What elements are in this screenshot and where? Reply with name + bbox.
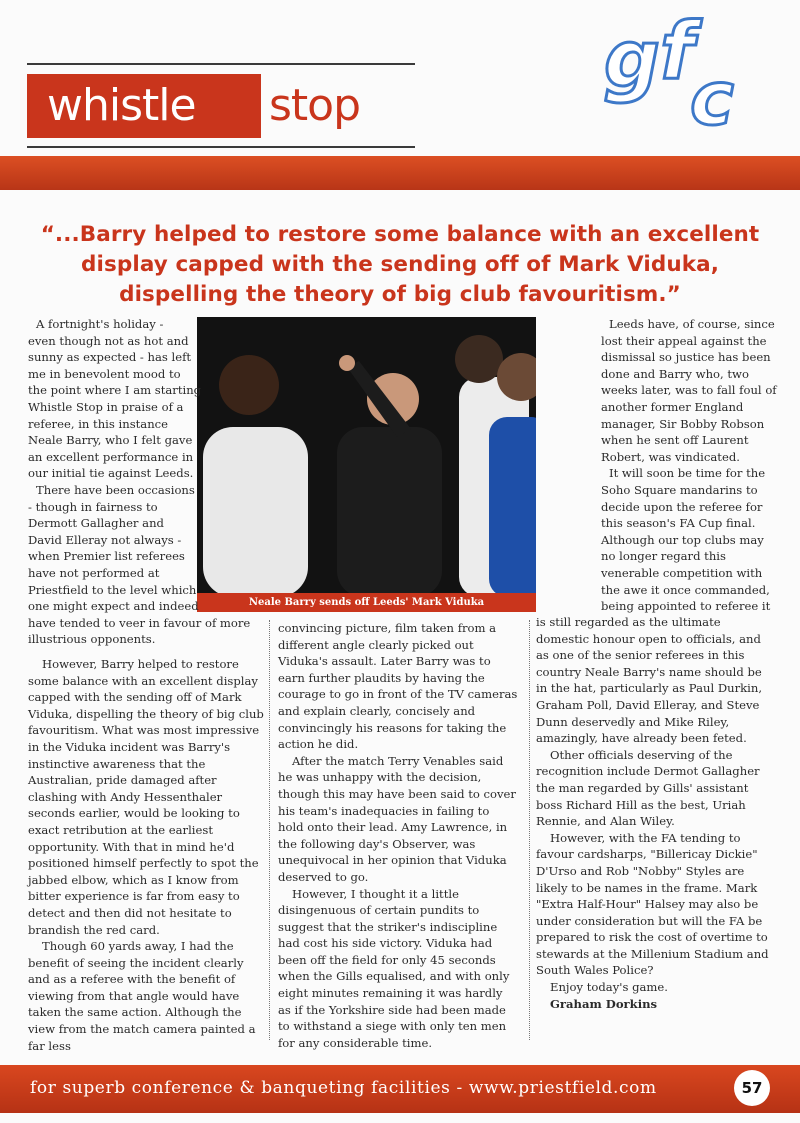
article-line: venerable competition with (601, 565, 763, 580)
article-line: referee, in this instance (28, 416, 169, 431)
article-line: no longer regard this (601, 549, 726, 564)
right-column-wrap (601, 316, 777, 615)
article-line: the awe it once commanded, (601, 582, 770, 597)
article-line: There have been occasions (36, 482, 195, 497)
article-line: David Elleray not always - (28, 532, 182, 547)
column-divider-1 (269, 620, 270, 1040)
article-line: when Premier list referees (28, 549, 185, 564)
header-band (0, 156, 800, 190)
article-paragraph: However, with the FA tending to favour cardsharps, "Billericay Dickie" D'Urso and Rob "Nobby" Styles are likely to be names in the frame. Mark "Extra Half-Hour" Halsey may also be under consideration but will the FA be prepared to risk the cost of overtime to stewards at the Millenium Stadium and South Wales Police? (536, 830, 769, 978)
article-line: Robert, was vindicated. (601, 449, 740, 464)
article-line: even though not as hot and (28, 333, 189, 348)
article-line: Although our top clubs may (601, 532, 764, 547)
article-line: A fortnight's holiday - (36, 317, 164, 331)
article-line: Dermott Gallagher and (28, 516, 164, 531)
article-line: Neale Barry, who I felt gave (28, 433, 193, 448)
logo-letter-f: f (660, 16, 694, 97)
left-column-text (28, 656, 264, 1054)
article-line: lost their appeal against the (601, 333, 767, 348)
article-line: have tended to veer in favour of more (28, 615, 251, 630)
article-paragraph: However, I thought it a little disingenuous of certain pundits to suggest that the striker's indiscipline had cost his side victory. Viduka had been off the field for only 45 seconds when the Gills equalised, and with only eight minutes remaining it was hardly as if the Yorkshire side had been made to withstand a siege with only ten men for any considerable time. (278, 886, 510, 1050)
article-line: Leeds have, of course, since (609, 317, 775, 331)
middle-column-text (278, 620, 518, 1051)
footer-promo: for superb conference & banqueting facilities - www.priestfield.com (30, 1078, 657, 1098)
article-line: when he sent off Laurent (601, 433, 749, 448)
author-signature: Graham Dorkins (550, 996, 658, 1011)
article-line: another former England (601, 399, 744, 414)
section-title-word1: whistle (47, 80, 196, 131)
article-line: an excellent performance in (28, 449, 194, 464)
page-number: 57 (734, 1070, 770, 1106)
logo-letter-g: g (604, 16, 660, 105)
logo-letter-c: c (690, 56, 734, 132)
article-line: me in benevolent mood to (28, 366, 181, 381)
photo-caption: Neale Barry sends off Leeds' Mark Viduka (197, 593, 536, 612)
article-line: this season's FA Cup final. (601, 516, 756, 531)
title-bottom-rule (27, 146, 415, 148)
right-column-text (536, 614, 774, 1012)
article-line: It will soon be time for the (609, 466, 766, 481)
article-line: done and Barry who, two (601, 366, 749, 381)
article-line: one might expect and indeed (28, 599, 199, 614)
article-paragraph: However, Barry helped to restore some balance with an excellent display capped with the sending off of Mark Viduka, dispelling the theory of big club favouritism. What was most impressive in the Viduka incident was Barry's instinctive awareness that the Australian, pride damaged after clashing with Andy Hessenthaler seconds earlier, would be looking to exact retribution at the earliest opportunity. With that in mind he'd positioned himself perfectly to spot the jabbed elbow, which as I know from bitter experience is far from easy to detect and then did not hesitate to brandish the red card. (28, 657, 264, 937)
article-line: illustrious opponents. (28, 632, 156, 647)
article-line: Soho Square mandarins to (601, 482, 758, 497)
article-line: dismissal so justice has been (601, 350, 771, 365)
article-line: Priestfield to the level which (28, 582, 197, 597)
article-line: - though in fairness to (28, 499, 158, 514)
article-line: decide upon the referee for (601, 499, 763, 514)
pull-quote: “...Barry helped to restore some balance with an excellent display capped with the sending off of Mark Viduka, dispelling the theory of big club favouritism.” (40, 222, 760, 307)
article-line: weeks later, was to fall foul of (601, 383, 777, 398)
footer-band (0, 1065, 800, 1113)
article-line: the point where I am starting (28, 383, 202, 398)
left-column-wrap (28, 316, 264, 648)
article-paragraph: is still regarded as the ultimate domestic honour open to officials, and as one of the senior referees in this country Neale Barry's name should be in the hat, particularly as Paul Durkin, Graham Poll, David Elleray, and Steve Dunn deservedly and Mike Riley, amazingly, have already been feted. (536, 615, 763, 746)
article-line: our initial tie against Leeds. (28, 466, 194, 481)
section-title (27, 74, 415, 138)
section-title-word2: stop (269, 80, 361, 131)
article-paragraph: Though 60 yards away, I had the benefit of seeing the incident clearly and as a referee with the benefit of viewing from that angle would have taken the same action. Although the view from the match camera painted a far less (28, 939, 256, 1053)
article-line: Whistle Stop in praise of a (28, 399, 184, 414)
column-divider-2 (529, 620, 530, 1040)
article-line: manager, Sir Bobby Robson (601, 416, 765, 431)
club-logo (598, 16, 784, 132)
article-paragraph: Other officials deserving of the recognition include Dermot Gallagher the man regarded by Gills' assistant boss Richard Hill as the best, Uriah Rennie, and Alan Wiley. (536, 747, 760, 829)
article-line: being appointed to referee it (601, 599, 771, 614)
article-paragraph: Enjoy today's game. (550, 980, 668, 995)
title-top-rule (27, 63, 415, 65)
article-line: sunny as expected - has left (28, 350, 192, 365)
article-paragraph: After the match Terry Venables said he was unhappy with the decision, though this may have been said to cover his team's inadequacies in failing to hold onto their lead. Amy Lawrence, in the following day's Observer, was unequivocal in her opinion that Viduka deserved to go. (278, 753, 516, 884)
article-line: have not performed at (28, 565, 160, 580)
article-paragraph: convincing picture, film taken from a different angle clearly picked out Viduka's assault. Later Barry was to earn further plaudits by having the courage to go in front of the TV cameras and explain clearly, concisely and convincingly his reasons for taking the action he did. (278, 621, 518, 752)
